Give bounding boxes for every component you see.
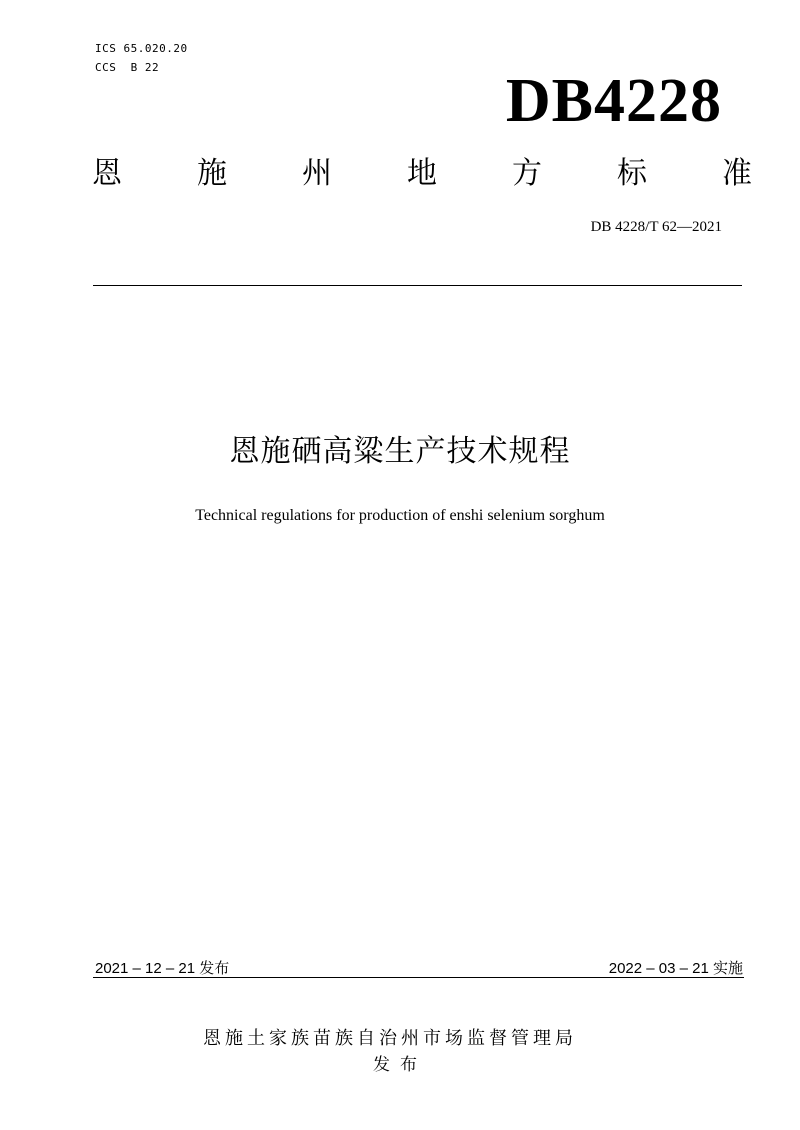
standard-number: DB 4228/T 62—2021 [590, 219, 722, 235]
release-date: 2021 – 12 – 21 发布 [95, 960, 230, 977]
standard-type-char: 地 [407, 156, 437, 191]
standard-type-char: 方 [512, 156, 542, 191]
document-title-chinese: 恩施硒高粱生产技术规程 [229, 434, 571, 469]
standard-type-char: 标 [617, 156, 647, 191]
standard-type-char: 施 [197, 156, 227, 191]
db-code-logo: DB4228 [505, 67, 722, 135]
ics-code: ICS 65.020.20 [95, 42, 188, 55]
header-divider [93, 285, 742, 286]
document-title-english: Technical regulations for production of enshi selenium sorghum [195, 507, 605, 524]
standard-type-heading [92, 152, 752, 196]
footer-divider [93, 977, 744, 978]
standard-type-char: 恩 [92, 156, 122, 191]
standard-type-char: 州 [302, 156, 332, 191]
implementation-date: 2022 – 03 – 21 实施 [608, 960, 743, 977]
standard-type-char: 准 [722, 156, 752, 191]
ccs-code: CCS B 22 [95, 61, 160, 74]
publish-label: 发布 [373, 1055, 427, 1075]
publisher-name: 恩施土家族苗族自治州市场监督管理局 [203, 1028, 577, 1049]
